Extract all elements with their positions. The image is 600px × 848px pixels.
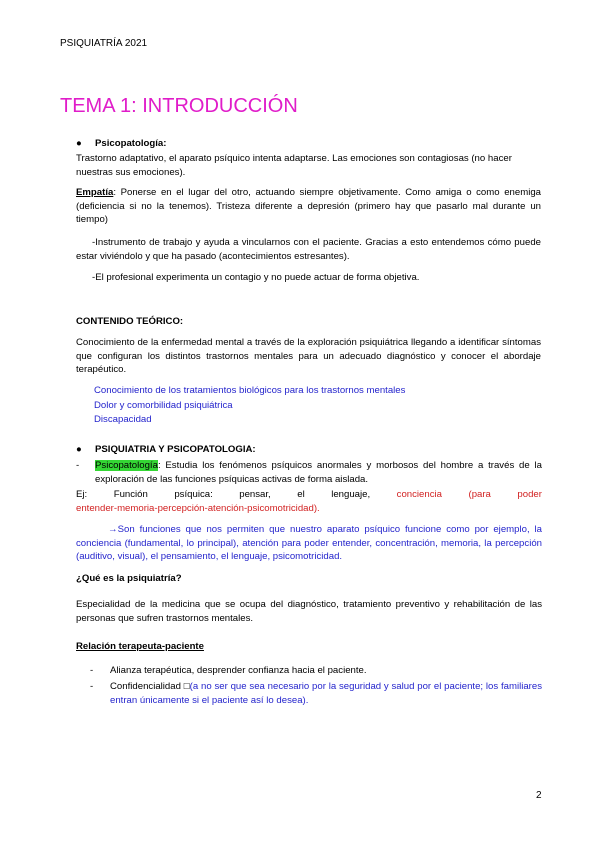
ej-word: el [297, 489, 305, 500]
ej-red-word: poder [517, 489, 542, 500]
que-es-heading: ¿Qué es la psiquiatría? [76, 573, 182, 584]
paragraph-instrumento: -Instrumento de trabajo y ayuda a vincularnos con el paciente. Gracias a esto entendemos cómo puede estar viviéndolo y que ha pasado (acontecimientos estresantes). [76, 237, 541, 262]
box-glyph: □ [183, 681, 190, 692]
paragraph-profesional: -El profesional experimenta un contagio y no puede actuar de forma objetiva. [92, 272, 420, 283]
confidencialidad-note: (a no ser que sea necesario por la seguridad y salud por el paciente; los familiares entran únicamente si el paciente así lo desea). [110, 681, 542, 706]
empatia-text: : Ponerse en el lugar del otro, actuando siempre objetivamente. Como amiga o como enemiga (deficiencia si no la tenemos). Tristeza diferente a depresión (primero hay que pasarlo mal durante un tiempo) [76, 187, 541, 226]
relacion-item: Alianza terapéutica, desprender confianza hacia el paciente. [110, 665, 367, 676]
ej-word: lenguaje, [331, 489, 371, 500]
ej-red-word: (para [468, 489, 491, 500]
page-number: 2 [536, 790, 542, 801]
contenido-item: Discapacidad [94, 414, 152, 425]
ejemplo-red-line: entender-memoria-percepción-atención-psicomotricidad). [76, 503, 320, 514]
bullet-icon: ● [76, 444, 82, 455]
contenido-paragraph: Conocimiento de la enfermedad mental a través de la exploración psiquiátrica llegando a identificar síntomas que configuran los distintos trastornos mentales para un adecuado diagnóstico y conocer el abordaje terapéutico. [76, 337, 541, 376]
dash-marker: - [90, 665, 94, 676]
paragraph-funciones: →Son funciones que nos permiten que nuestro aparato psíquico funcione como por ejemplo, la conciencia (fundamental, lo principal), atención para poder entender, concentración, memoria, la percepción (auditivo, visual), el pensamiento, el lenguaje, psicomotricidad. [76, 524, 542, 563]
ej-word: psíquica: [174, 489, 213, 500]
section-heading-psicopatologia: Psicopatología: [95, 138, 167, 149]
ejemplo-line [76, 488, 542, 502]
ej-word: Función [113, 489, 148, 500]
paragraph-psicopatologia-def [95, 459, 542, 486]
ej-word: pensar, [239, 489, 271, 500]
ej-red-word: conciencia [396, 489, 442, 500]
que-es-paragraph: Especialidad de la medicina que se ocupa del diagnóstico, tratamiento preventivo y rehabilitación de las personas que sufren trastornos mentales. [76, 599, 542, 624]
contenido-heading: CONTENIDO TEÓRICO: [76, 316, 184, 327]
page-header: PSIQUIATRÍA 2021 [60, 38, 148, 49]
section-heading-psiquiatria: PSIQUIATRIA Y PSICOPATOLOGIA: [95, 444, 256, 455]
bullet-icon: ● [76, 138, 82, 149]
relacion-heading: Relación terapeuta-paciente [76, 641, 204, 652]
psicopatologia-def-text: : Estudia los fenómenos psíquicos anormales y morbosos del hombre a través de la exploración de las funciones psíquicas activas de forma aislada. [95, 460, 542, 485]
relacion-item [110, 680, 542, 707]
paragraph-empatia [76, 186, 541, 227]
dash-marker: - [90, 681, 94, 692]
page-title: TEMA 1: INTRODUCCIÓN [60, 95, 298, 117]
dash-marker: - [76, 460, 80, 471]
empatia-label: Empatía [76, 187, 114, 198]
ej-word: Ej: [76, 489, 88, 500]
confidencialidad-text: Confidencialidad [110, 681, 184, 692]
highlighted-term: Psicopatología [95, 460, 158, 471]
contenido-item: Dolor y comorbilidad psiquiátrica [94, 400, 233, 411]
contenido-item: Conocimiento de los tratamientos biológicos para los trastornos mentales [94, 385, 406, 396]
paragraph-trastorno: Trastorno adaptativo, el aparato psíquico intenta adaptarse. Las emociones son contagiosas (no hacer nuestras sus emociones). [76, 153, 512, 178]
